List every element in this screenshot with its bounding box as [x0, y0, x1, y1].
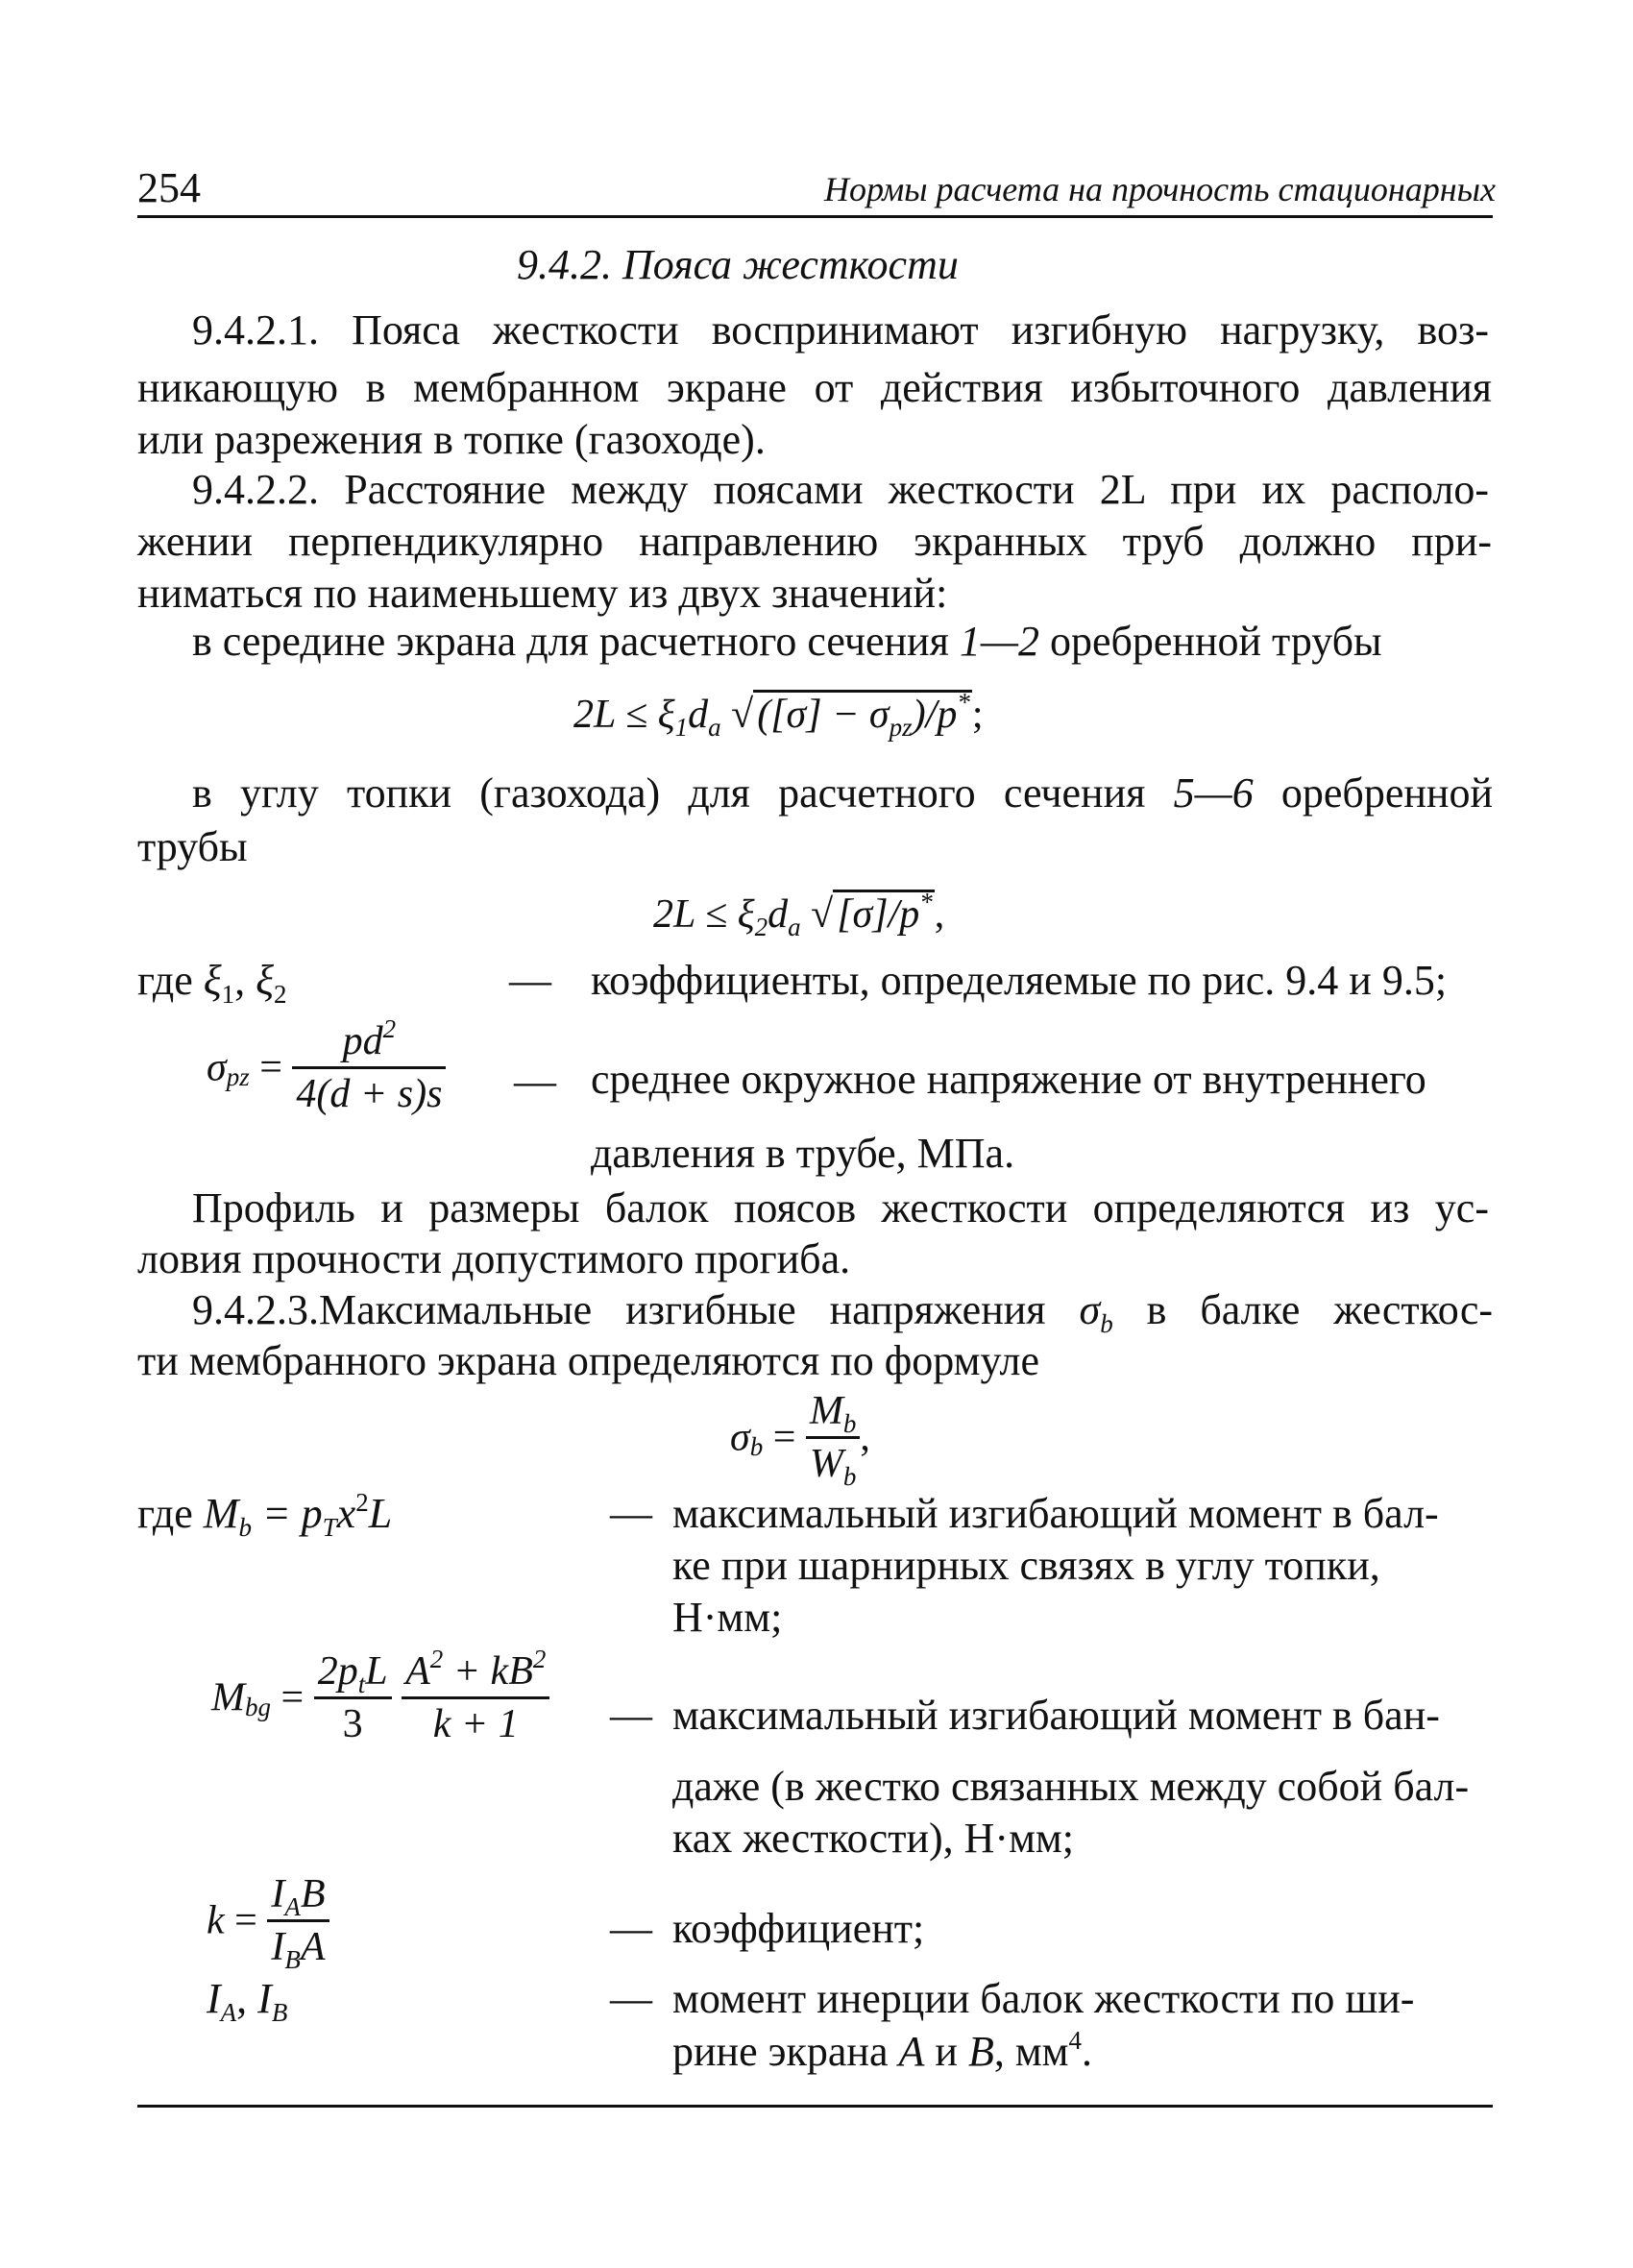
subscript: 1: [221, 980, 235, 1009]
def-IA-IB: [207, 1974, 288, 2027]
footer-rule: [137, 2105, 1493, 2108]
num-text: A: [405, 1649, 430, 1694]
sigma-symbol: σ: [1079, 1286, 1101, 1333]
num-text: L: [365, 1649, 388, 1694]
symbol: M: [203, 1490, 239, 1537]
def-Mb: [137, 1488, 393, 1542]
em-dash: —: [610, 1975, 652, 2022]
xi-symbol: ξ: [256, 957, 274, 1004]
definition-text: максимальный изгибающий момент в бал-: [672, 1490, 1439, 1537]
text-run: оребренной: [1253, 769, 1493, 817]
radicand: [833, 890, 935, 937]
sigma-symbol: σ: [730, 1415, 750, 1460]
equals: =: [234, 1898, 257, 1943]
where-word: где: [137, 957, 193, 1004]
subscript: A: [220, 1998, 237, 2027]
running-title: Нормы расчета на прочность стационарных: [824, 170, 1496, 208]
comma: ,: [236, 1975, 248, 2022]
section-ref: 5—6: [1173, 769, 1254, 817]
punct: ,: [860, 1415, 870, 1460]
superscript: *: [957, 688, 970, 717]
radicand: [753, 688, 972, 742]
radicand-text: ([σ] − σ: [757, 693, 890, 737]
subscript: b: [749, 1432, 764, 1462]
num-text: pd: [342, 1019, 383, 1063]
text-run: .: [1082, 2028, 1093, 2075]
section-title: 9.4.2. Пояса жесткости: [517, 241, 959, 288]
text-run: в середине экрана для расчетного сечения: [192, 618, 960, 665]
subscript: b: [842, 1462, 857, 1491]
superscript: 2: [382, 1014, 397, 1043]
paragraph-line: [192, 1285, 1494, 1338]
numerator: [314, 1648, 392, 1696]
denominator: 3: [314, 1696, 392, 1747]
xi-symbol: ξ: [203, 957, 222, 1004]
numerator: [267, 1871, 329, 1919]
paragraph-line: 9.4.2.1. Пояса жесткости воспринимают изгибную нагрузку, воз-: [192, 306, 1489, 354]
subscript: pz: [889, 713, 913, 742]
numerator: [292, 1014, 446, 1066]
definition-text: коэффициенты, определяемые по рис. 9.4 и 9.5;: [591, 957, 1448, 1004]
radicand-text: )/p: [912, 693, 958, 737]
subscript: 1: [674, 713, 689, 742]
superscript: 4: [1068, 2026, 1083, 2055]
paragraph-line: ти мембранного экрана определяются по формуле: [137, 1337, 1040, 1384]
subscript: T: [322, 1513, 337, 1542]
radicand-text: [σ]/p: [837, 892, 920, 937]
definition-text: ках жесткости), Н·мм;: [672, 1815, 1074, 1862]
subscript: t: [357, 1670, 366, 1698]
num-text: M: [809, 1389, 843, 1433]
denominator: 4(d + s)s: [292, 1066, 446, 1117]
definition-text: среднее окружное напряжение от внутреннего: [591, 1056, 1426, 1103]
page-number: 254: [137, 164, 201, 211]
paragraph-line: жении перпендикулярно направлению экранных труб должно при-: [137, 518, 1492, 565]
definition-text: коэффициент;: [672, 1905, 925, 1952]
superscript: 2: [429, 1645, 444, 1673]
fraction: [292, 1014, 446, 1117]
denominator: k + 1: [402, 1696, 549, 1747]
symbol: L: [368, 1490, 393, 1537]
numerator: [806, 1388, 861, 1436]
text-run: в углу топки (газохода) для расчетного сечения: [192, 769, 1174, 817]
fraction: [267, 1871, 329, 1974]
subscript: A: [284, 1892, 301, 1921]
symbol: I: [207, 1975, 221, 2022]
definition-text: давления в трубе, МПа.: [591, 1130, 1015, 1177]
subscript: pz: [226, 1062, 250, 1092]
text-run: рине экрана: [672, 2028, 899, 2075]
formula-lhs: 2L ≤ ξ: [653, 892, 755, 937]
paragraph-line: никающую в мембранном экране от действия избыточного давления: [137, 364, 1492, 411]
text-run: 9.4.2.3.Максимальные изгибные напряжения: [192, 1286, 1080, 1333]
num-text: B: [300, 1872, 326, 1916]
formula-M-bg: [211, 1645, 549, 1747]
subscript: bg: [245, 1693, 271, 1722]
formula-var-d: d: [768, 892, 789, 937]
paragraph-line: [192, 617, 1382, 666]
formula-lhs: 2L ≤ ξ: [573, 693, 675, 737]
text-run: в балке жесткос-: [1112, 1286, 1494, 1333]
den-text: W: [809, 1442, 843, 1486]
text-run: оребренной трубы: [1038, 618, 1382, 665]
subscript: b: [238, 1513, 252, 1542]
paragraph-line: Профиль и размеры балок поясов жесткости определяются из ус-: [192, 1184, 1489, 1232]
comma: ,: [234, 957, 246, 1004]
fraction: [806, 1388, 861, 1491]
equals: =: [772, 1415, 796, 1460]
subscript: B: [284, 1945, 301, 1974]
definition-text: момент инерции балок жесткости по ши-: [672, 1975, 1415, 2022]
num-text: + kB: [443, 1649, 533, 1694]
subscript: b: [842, 1409, 857, 1438]
symbol: x: [336, 1490, 356, 1537]
fraction: [314, 1648, 392, 1747]
paragraph-line: ловия прочности допустимого прогиба.: [137, 1235, 851, 1282]
num-text: I: [271, 1872, 285, 1916]
punct: ;: [971, 693, 984, 737]
definition-text: максимальный изгибающий момент в бан-: [672, 1692, 1440, 1739]
paragraph-line: трубы: [137, 823, 248, 870]
equals: =: [280, 1675, 305, 1720]
text-run: и: [924, 2028, 968, 2075]
symbol: B: [967, 2028, 994, 2075]
num-text: 2p: [317, 1649, 358, 1694]
den-text: I: [271, 1925, 285, 1969]
formula-2L-middle: [573, 688, 984, 742]
numerator: [402, 1645, 549, 1696]
subscript: 2: [754, 913, 768, 941]
paragraph-line: ниматься по наименьшему из двух значений:: [137, 570, 948, 617]
superscript: 2: [355, 1488, 369, 1517]
symbol: M: [211, 1675, 245, 1720]
equals: =: [259, 1045, 282, 1090]
denominator: [267, 1919, 329, 1974]
header-rule: [137, 215, 1493, 218]
sqrt-sign: √: [731, 693, 754, 737]
sqrt-sign: √: [811, 892, 834, 937]
where-xi: [137, 956, 287, 1009]
subscript: a: [708, 713, 721, 742]
em-dash: —: [610, 1905, 652, 1952]
symbol: I: [257, 1975, 272, 2022]
em-dash: —: [610, 1490, 652, 1537]
superscript: 2: [532, 1645, 547, 1673]
symbol: = p: [251, 1490, 323, 1537]
symbol: k: [207, 1898, 225, 1943]
punct: ,: [934, 892, 945, 937]
definition-text: [672, 2027, 1092, 2076]
paragraph-line: или разрежения в топке (газоходе).: [137, 416, 766, 463]
formula-k: [207, 1871, 329, 1974]
formula-2L-corner: [653, 888, 945, 941]
definition-text: Н·мм;: [672, 1594, 783, 1641]
where-word: где: [137, 1490, 193, 1537]
paragraph-line: [192, 768, 1493, 817]
den-text: A: [300, 1925, 326, 1969]
em-dash: —: [610, 1692, 652, 1739]
subscript: 2: [273, 980, 287, 1009]
text-run: , мм: [993, 2028, 1069, 2075]
section-ref: 1—2: [959, 618, 1039, 665]
subscript: a: [788, 913, 801, 941]
formula-sigma-b: [730, 1388, 870, 1491]
subscript: B: [271, 1998, 288, 2027]
superscript: *: [919, 888, 933, 916]
formula-var-d: d: [688, 693, 709, 737]
formula-sigma-pz: [207, 1014, 446, 1117]
definition-text: даже (в жестко связанных между собой бал-: [672, 1763, 1470, 1810]
symbol: A: [898, 2028, 925, 2075]
subscript: b: [1100, 1309, 1113, 1338]
definition-text: ке при шарнирных связях в углу топки,: [672, 1542, 1380, 1589]
fraction: [402, 1645, 549, 1747]
denominator: [806, 1436, 861, 1491]
sigma-symbol: σ: [207, 1045, 227, 1090]
em-dash: —: [509, 957, 551, 1004]
paragraph-line: 9.4.2.2. Расстояние между поясами жесткости 2L при их располо-: [192, 466, 1489, 513]
em-dash: —: [514, 1058, 556, 1105]
